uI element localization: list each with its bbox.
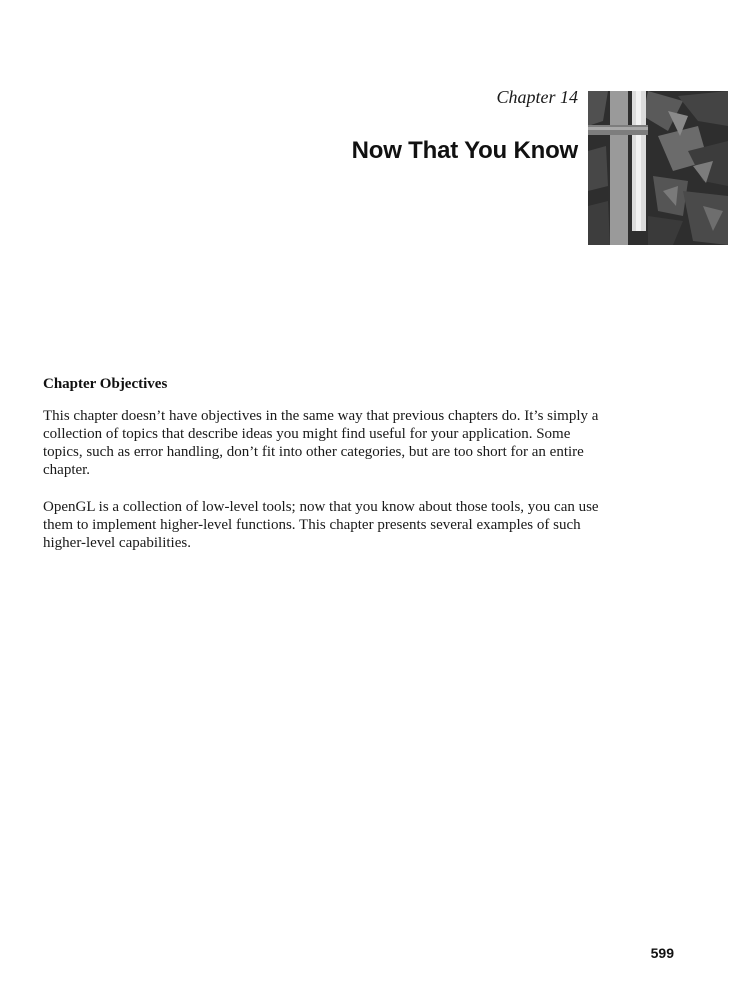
section-heading: Chapter Objectives (43, 376, 168, 392)
chapter-title: Now That You Know (351, 137, 578, 164)
paragraph-1: This chapter doesn’t have objectives in the same way that previous chapters do. It’s simply a collection of topics that describe ideas you might find useful for your application. Some topics, such as error handling, don’t fit into other categories, but are too short for an entire chapter. (43, 408, 599, 478)
paragraph-2: OpenGL is a collection of low-level tools; now that you know about those tools, you can use them to implement higher-level functions. This chapter presents several examples of such higher-level capabilities. (43, 499, 599, 551)
page-number: 599 (650, 945, 674, 961)
chapter-label: Chapter 14 (496, 87, 578, 107)
chapter-photo (588, 91, 728, 245)
